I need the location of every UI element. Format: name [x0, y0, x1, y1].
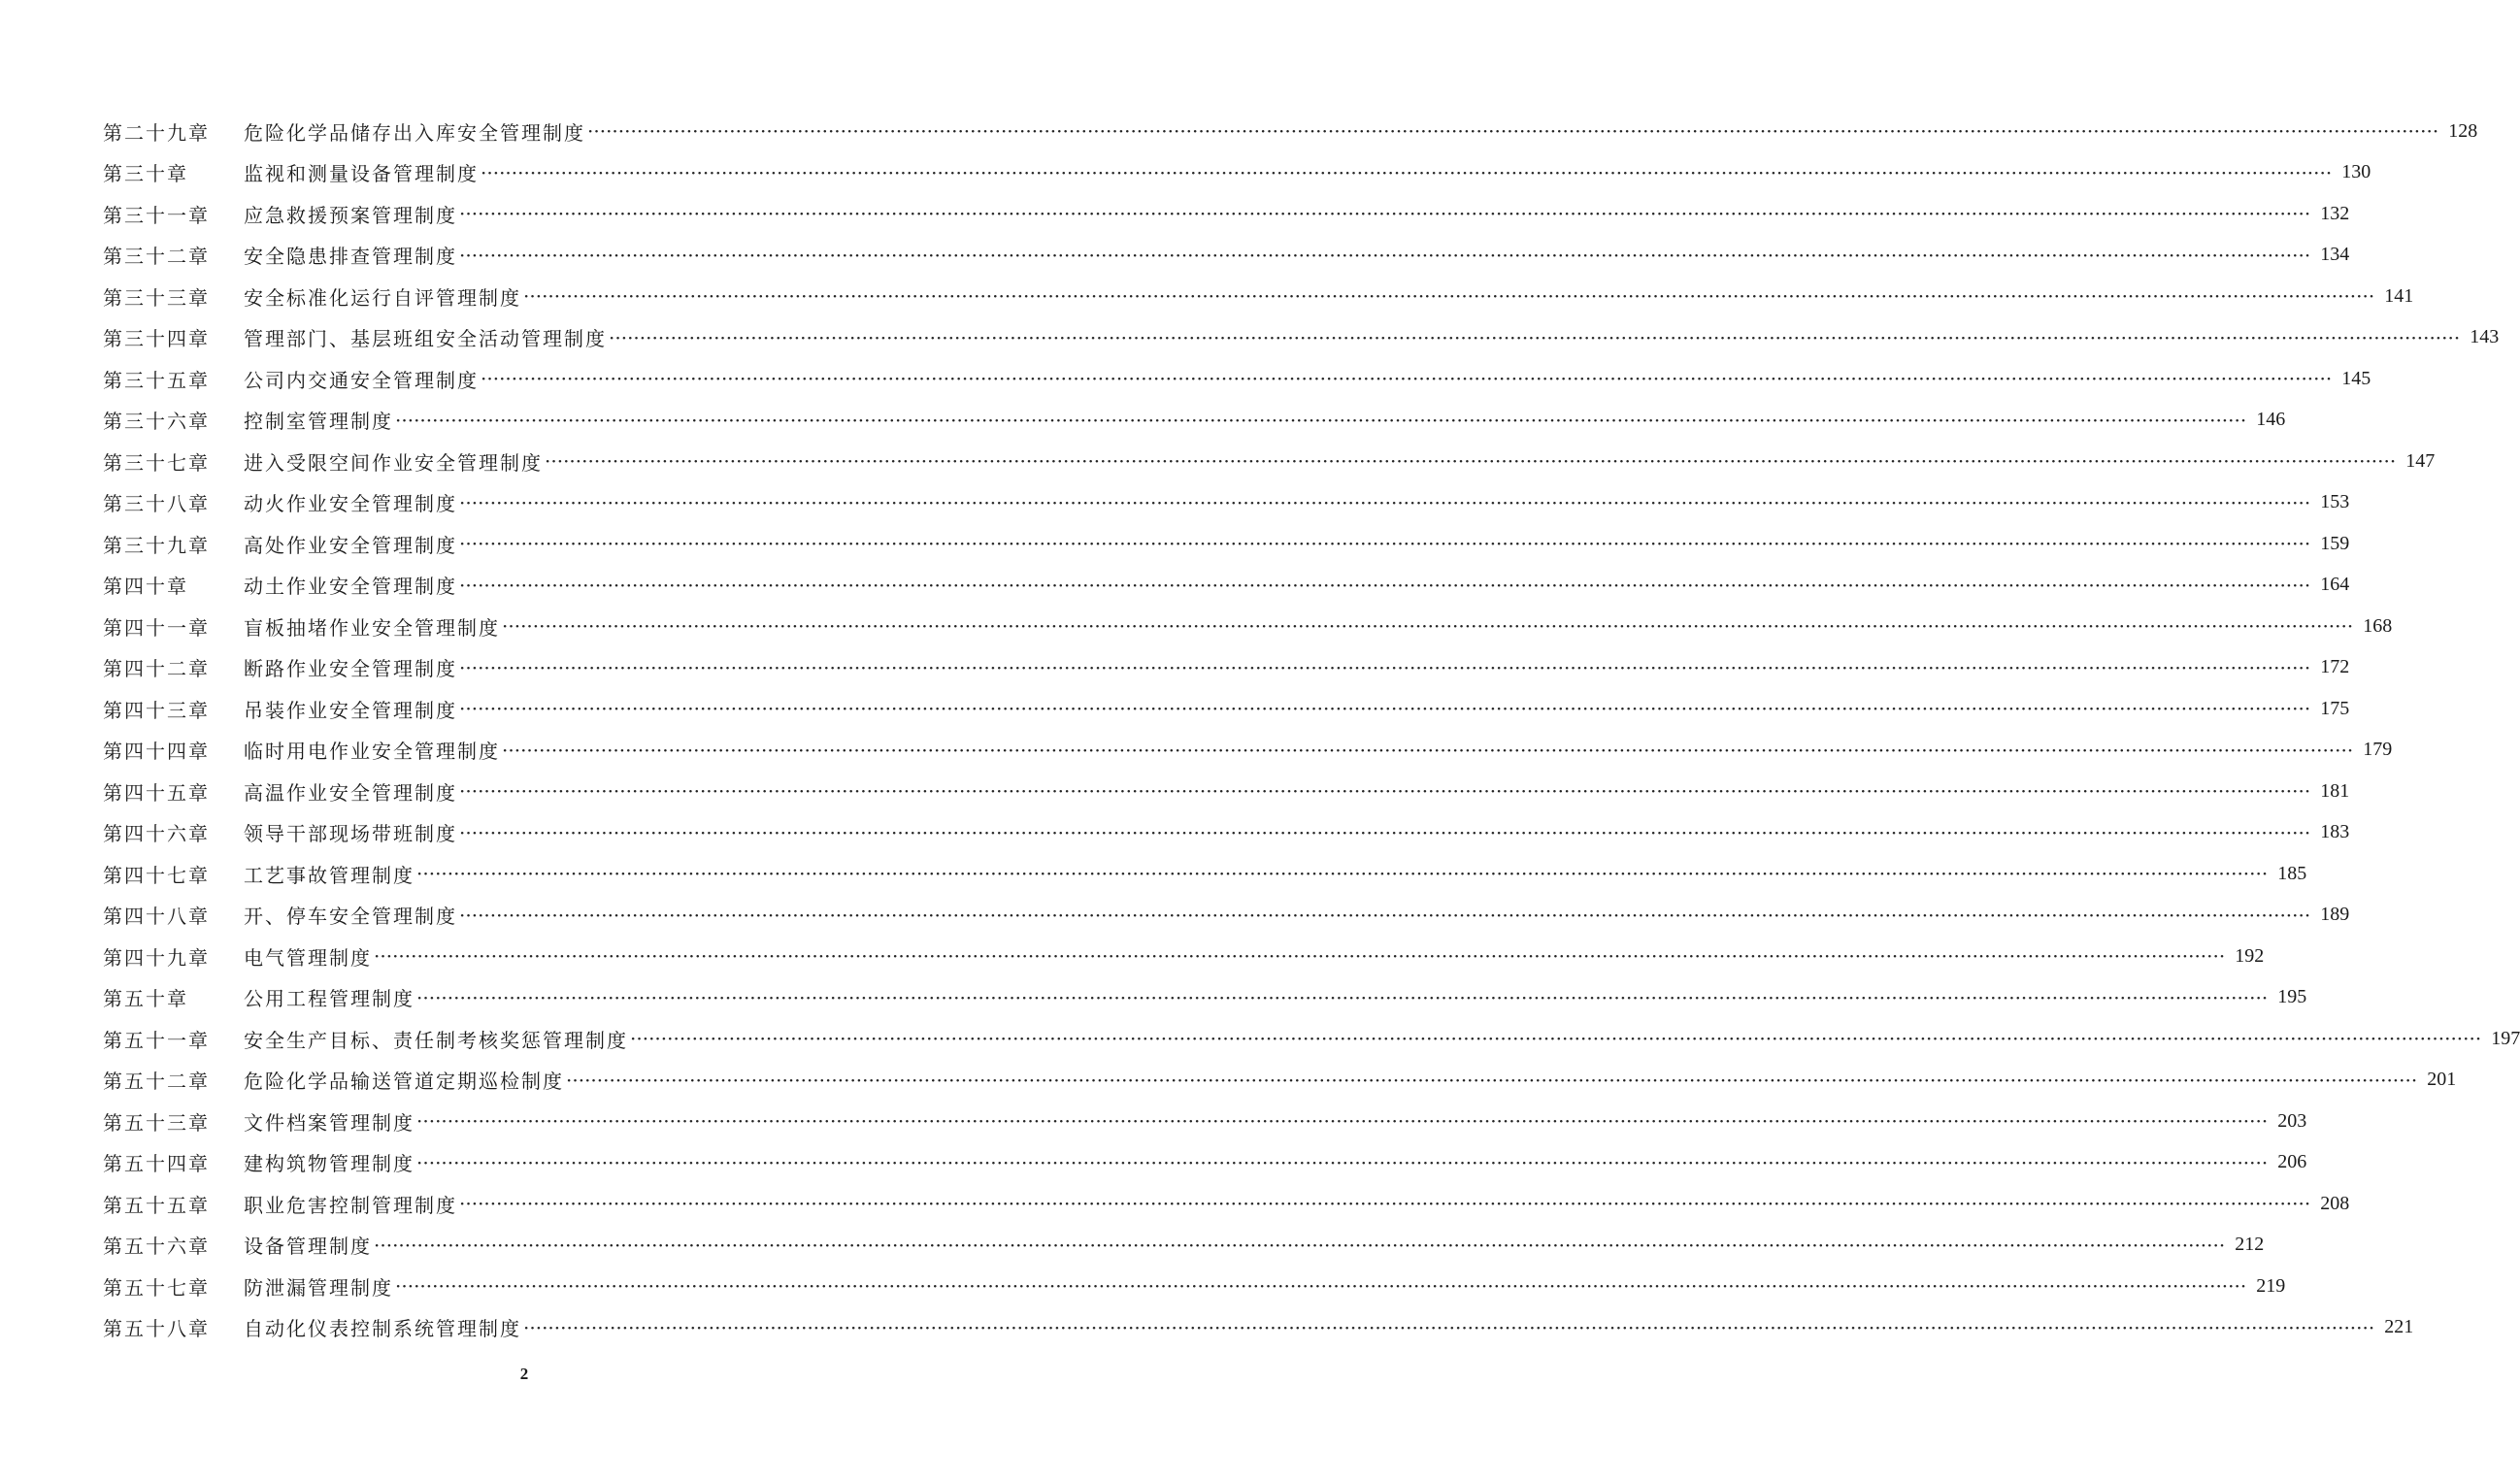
toc-entry[interactable]	[103, 441, 2436, 482]
footer-page-number: 2	[519, 1365, 529, 1383]
toc-dot-leader: ············································································································································································································································································································	[416, 862, 2269, 886]
toc-chapter-title: 公司内交通安全管理制度	[244, 368, 479, 392]
toc-entry[interactable]	[103, 771, 2350, 812]
toc-chapter-number: 第五十章	[103, 987, 188, 1011]
toc-dot-leader: ············································································································································································································································································································	[459, 779, 2311, 804]
toc-chapter-title: 安全标准化运行自评管理制度	[244, 285, 521, 310]
toc-page-number: 168	[2363, 614, 2393, 637]
toc-chapter-title: 安全生产目标、责任制考核奖惩管理制度	[244, 1028, 628, 1052]
toc-entry[interactable]	[103, 235, 2350, 277]
toc-chapter-number: 第五十八章	[103, 1317, 210, 1341]
toc-dot-leader: ············································································································································································································································································································	[374, 1233, 2226, 1257]
toc-chapter-title: 公用工程管理制度	[244, 987, 414, 1011]
toc-page-number: 195	[2277, 986, 2307, 1008]
toc-chapter-number: 第三十八章	[103, 492, 210, 516]
toc-page-number: 181	[2320, 779, 2350, 802]
toc-chapter-number: 第三十六章	[103, 410, 210, 434]
toc-entry[interactable]	[103, 688, 2350, 730]
toc-entry[interactable]	[103, 1183, 2350, 1225]
toc-page-number: 185	[2277, 862, 2307, 884]
toc-chapter-number: 第四十六章	[103, 822, 210, 846]
toc-chapter-number: 第二十九章	[103, 120, 210, 145]
toc-page-number: 201	[2427, 1069, 2457, 1091]
toc-chapter-title: 动土作业安全管理制度	[244, 575, 457, 599]
toc-dot-leader: ············································································································································································································································································································	[459, 202, 2311, 226]
toc-chapter-title: 工艺事故管理制度	[244, 863, 414, 887]
toc-entry[interactable]	[103, 1101, 2307, 1142]
toc-chapter-number: 第四十二章	[103, 657, 210, 681]
toc-chapter-title: 监视和测量设备管理制度	[244, 162, 479, 186]
toc-dot-leader: ············································································································································································································································································································	[523, 1315, 2375, 1339]
toc-chapter-number: 第四十五章	[103, 780, 210, 805]
toc-chapter-title: 应急救援预案管理制度	[244, 203, 457, 227]
toc-chapter-number: 第三十四章	[103, 327, 210, 351]
toc-entry[interactable]	[103, 812, 2350, 854]
toc-chapter-title: 进入受限空间作业安全管理制度	[244, 450, 543, 475]
toc-dot-leader: ············································································································································································································································································································	[459, 243, 2311, 267]
toc-entry[interactable]	[103, 1018, 2520, 1060]
toc-entry[interactable]	[103, 193, 2350, 235]
toc-page-number: 183	[2320, 821, 2350, 843]
toc-entry[interactable]	[103, 977, 2307, 1019]
toc-entry[interactable]	[103, 565, 2350, 607]
toc-chapter-number: 第三十七章	[103, 450, 210, 475]
toc-chapter-number: 第五十三章	[103, 1110, 210, 1135]
toc-dot-leader: ············································································································································································································································································································	[587, 119, 2439, 144]
toc-page-number: 143	[2470, 326, 2500, 348]
toc-chapter-number: 第三十五章	[103, 368, 210, 392]
toc-entry[interactable]	[103, 647, 2350, 689]
toc-entry[interactable]	[103, 606, 2393, 647]
toc-page-number: 179	[2363, 739, 2393, 761]
toc-chapter-number: 第四十三章	[103, 698, 210, 722]
toc-entry[interactable]	[103, 152, 2371, 194]
toc-dot-leader: ············································································································································································································································································································	[416, 1109, 2269, 1134]
toc-chapter-title: 开、停车安全管理制度	[244, 905, 457, 929]
toc-dot-leader: ············································································································································································································································································································	[523, 284, 2375, 309]
toc-chapter-title: 危险化学品储存出入库安全管理制度	[244, 120, 585, 145]
toc-chapter-title: 职业危害控制管理制度	[244, 1193, 457, 1217]
toc-chapter-title: 控制室管理制度	[244, 410, 393, 434]
toc-chapter-title: 临时用电作业安全管理制度	[244, 740, 500, 764]
toc-entry[interactable]	[103, 400, 2286, 442]
toc-chapter-title: 领导干部现场带班制度	[244, 822, 457, 846]
toc-chapter-title: 盲板抽堵作业安全管理制度	[244, 615, 500, 640]
toc-entry[interactable]	[103, 523, 2350, 565]
toc-page-number: 192	[2235, 944, 2265, 967]
toc-entry[interactable]	[103, 1307, 2414, 1349]
toc-entry[interactable]	[103, 1225, 2265, 1267]
toc-chapter-title: 设备管理制度	[244, 1235, 372, 1259]
toc-page-number: 175	[2320, 697, 2350, 719]
toc-dot-leader: ············································································································································································································································································································	[459, 1192, 2311, 1216]
toc-dot-leader: ············································································································································································································································································································	[459, 573, 2311, 597]
toc-entry[interactable]	[103, 936, 2265, 977]
toc-dot-leader: ············································································································································································································································································································	[459, 490, 2311, 514]
toc-dot-leader: ············································································································································································································································································································	[502, 614, 2354, 639]
toc-chapter-number: 第三十三章	[103, 285, 210, 310]
toc-page-number: 128	[2448, 119, 2478, 142]
toc-page-number: 134	[2320, 244, 2350, 266]
toc-dot-leader: ············································································································································································································································································································	[416, 985, 2269, 1009]
toc-chapter-title: 断路作业安全管理制度	[244, 657, 457, 681]
toc-chapter-number: 第五十七章	[103, 1275, 210, 1300]
toc-chapter-number: 第四十八章	[103, 905, 210, 929]
toc-chapter-title: 文件档案管理制度	[244, 1110, 414, 1135]
toc-entry[interactable]	[103, 1142, 2307, 1184]
toc-page-number: 203	[2277, 1109, 2307, 1132]
toc-dot-leader: ············································································································································································································································································································	[374, 944, 2226, 969]
toc-page-number: 132	[2320, 202, 2350, 224]
toc-chapter-title: 自动化仪表控制系统管理制度	[244, 1317, 521, 1341]
toc-page-number: 130	[2341, 161, 2371, 183]
toc-page-number: 219	[2256, 1274, 2286, 1297]
toc-dot-leader: ············································································································································································································································································································	[459, 697, 2311, 721]
toc-chapter-number: 第四十七章	[103, 863, 210, 887]
toc-dot-leader: ············································································································································································································································································································	[481, 160, 2333, 184]
toc-chapter-title: 安全隐患排查管理制度	[244, 245, 457, 269]
toc-chapter-number: 第五十五章	[103, 1193, 210, 1217]
toc-dot-leader: ············································································································································································································································································································	[545, 449, 2397, 474]
toc-chapter-number: 第五十四章	[103, 1152, 210, 1176]
toc-entry[interactable]	[103, 730, 2393, 772]
toc-page-number: 146	[2256, 409, 2286, 431]
toc-chapter-number: 第四十一章	[103, 615, 210, 640]
toc-page-number: 147	[2405, 449, 2436, 472]
toc-entry[interactable]	[103, 482, 2350, 524]
toc-dot-leader: ············································································································································································································································································································	[459, 655, 2311, 679]
toc-page-number: 221	[2384, 1316, 2414, 1338]
toc-entry[interactable]	[103, 276, 2414, 317]
toc-chapter-number: 第四十九章	[103, 945, 210, 970]
toc-entry[interactable]	[103, 1266, 2286, 1307]
toc-dot-leader: ············································································································································································································································································································	[395, 1274, 2247, 1299]
toc-entry[interactable]	[103, 853, 2307, 895]
toc-page-number: 159	[2320, 532, 2350, 554]
toc-chapter-title: 动火作业安全管理制度	[244, 492, 457, 516]
toc-dot-leader: ············································································································································································································································································································	[459, 903, 2311, 927]
toc-page-number: 197	[2491, 1027, 2520, 1049]
toc-dot-leader: ············································································································································································································································································································	[459, 820, 2311, 844]
toc-chapter-title: 管理部门、基层班组安全活动管理制度	[244, 327, 607, 351]
table-of-contents	[103, 111, 2520, 1348]
toc-entry[interactable]	[103, 317, 2500, 359]
toc-chapter-number: 第五十六章	[103, 1235, 210, 1259]
toc-dot-leader: ············································································································································································································································································································	[395, 408, 2247, 432]
toc-entry[interactable]	[103, 358, 2371, 400]
toc-page-number: 145	[2341, 367, 2371, 389]
toc-chapter-number: 第三十章	[103, 162, 188, 186]
toc-page-number: 189	[2320, 904, 2350, 926]
toc-entry[interactable]	[103, 895, 2350, 937]
toc-chapter-number: 第四十章	[103, 575, 188, 599]
toc-page-number: 206	[2277, 1151, 2307, 1173]
toc-chapter-number: 第三十九章	[103, 533, 210, 557]
toc-dot-leader: ············································································································································································································································································································	[502, 738, 2354, 762]
toc-page-number: 172	[2320, 656, 2350, 678]
toc-chapter-title: 电气管理制度	[244, 945, 372, 970]
toc-chapter-title: 高温作业安全管理制度	[244, 780, 457, 805]
toc-chapter-title: 吊装作业安全管理制度	[244, 698, 457, 722]
toc-chapter-title: 建构筑物管理制度	[244, 1152, 414, 1176]
toc-chapter-number: 第五十二章	[103, 1070, 210, 1094]
toc-chapter-number: 第五十一章	[103, 1028, 210, 1052]
toc-page-number: 153	[2320, 491, 2350, 513]
toc-chapter-number: 第三十二章	[103, 245, 210, 269]
toc-page-number: 212	[2235, 1234, 2265, 1256]
toc-page-number: 208	[2320, 1192, 2350, 1214]
toc-dot-leader: ············································································································································································································································································································	[416, 1150, 2269, 1174]
toc-page-number: 141	[2384, 284, 2414, 307]
toc-dot-leader: ············································································································································································································································································································	[481, 367, 2333, 391]
toc-dot-leader: ············································································································································································································································································································	[630, 1027, 2482, 1051]
toc-chapter-number: 第四十四章	[103, 740, 210, 764]
toc-chapter-title: 危险化学品输送管道定期巡检制度	[244, 1070, 564, 1094]
toc-entry[interactable]	[103, 1060, 2457, 1102]
toc-chapter-title: 防泄漏管理制度	[244, 1275, 393, 1300]
toc-entry[interactable]	[103, 111, 2478, 152]
toc-dot-leader: ············································································································································································································································································································	[609, 325, 2461, 349]
toc-dot-leader: ············································································································································································································································································································	[459, 532, 2311, 556]
toc-chapter-number: 第三十一章	[103, 203, 210, 227]
toc-chapter-title: 高处作业安全管理制度	[244, 533, 457, 557]
toc-page-number: 164	[2320, 574, 2350, 596]
toc-dot-leader: ············································································································································································································································································································	[566, 1068, 2418, 1092]
